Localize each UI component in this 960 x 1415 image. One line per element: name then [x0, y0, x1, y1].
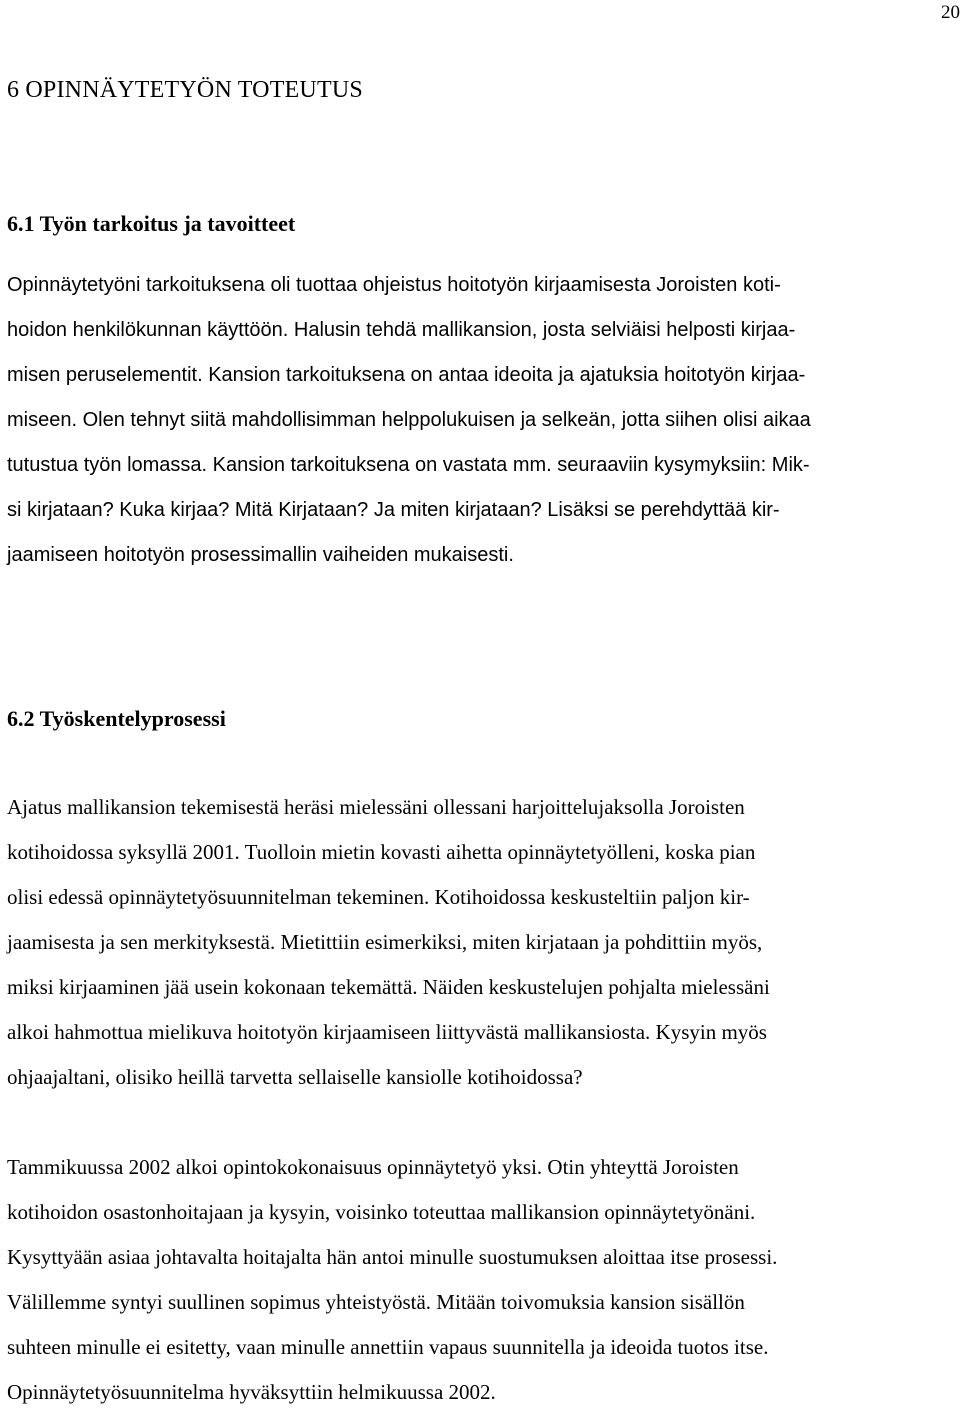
page-number: 20: [941, 2, 960, 23]
section-title-purpose: 6.1 Työn tarkoitus ja tavoitteet: [7, 211, 296, 236]
text-line: miseen. Olen tehnyt siitä mahdollisimman helppolukuisen ja selkeän, jotta siihen olisi aikaa: [7, 409, 811, 431]
text-line: jaamisesta ja sen merkityksestä. Mietittiin esimerkiksi, miten kirjataan ja pohdittiin myös,: [7, 930, 763, 954]
text-line: hoidon henkilökunnan käyttöön. Halusin tehdä mallikansion, josta selviäisi helposti kirjaa-: [7, 319, 796, 341]
text-line: miksi kirjaaminen jää usein kokonaan tekemättä. Näiden keskustelujen pohjalta mielessäni: [7, 975, 770, 999]
text-line: ohjaajaltani, olisiko heillä tarvetta sellaiselle kansiolle kotihoidossa?: [7, 1065, 583, 1089]
text-line: Välillemme syntyi suullinen sopimus yhteistyöstä. Mitään toivomuksia kansion sisällön: [7, 1290, 745, 1314]
text-line: Tammikuussa 2002 alkoi opintokokonaisuus opinnäytetyö yksi. Otin yhteyttä Joroisten: [7, 1155, 739, 1179]
text-line: Opinnäytetyösuunnitelma hyväksyttiin helmikuussa 2002.: [7, 1380, 496, 1404]
section-title-process: 6.2 Työskentelyprosessi: [7, 706, 226, 731]
text-line: si kirjataan? Kuka kirjaa? Mitä Kirjataan? Ja miten kirjataan? Lisäksi se perehdyttää kir-: [7, 499, 780, 521]
text-line: Opinnäytetyöni tarkoituksena oli tuottaa ohjeistus hoitotyön kirjaamisesta Joroisten koti-: [7, 274, 781, 296]
text-line: jaamiseen hoitotyön prosessimallin vaiheiden mukaisesti.: [7, 544, 514, 566]
text-line: Ajatus mallikansion tekemisestä heräsi mielessäni ollessani harjoittelujaksolla Joroisten: [7, 795, 745, 819]
text-line: suhteen minulle ei esitetty, vaan minulle annettiin vapaus suunnitella ja ideoida tuotos itse.: [7, 1335, 769, 1359]
text-line: Kysyttyään asiaa johtavalta hoitajalta hän antoi minulle suostumuksen aloittaa itse prosessi.: [7, 1245, 778, 1269]
paragraph-process-1: [7, 785, 953, 1100]
text-line: kotihoidossa syksyllä 2001. Tuolloin mietin kovasti aihetta opinnäytetyölleni, koska pian: [7, 840, 756, 864]
text-line: misen peruselementit. Kansion tarkoituksena on antaa ideoita ja ajatuksia hoitotyön kirjaa-: [7, 364, 806, 386]
text-line: tutustua työn lomassa. Kansion tarkoituksena on vastata mm. seuraaviin kysymyksiin: Mik-: [7, 454, 810, 476]
paragraph-purpose: [7, 263, 953, 578]
text-line: kotihoidon osastonhoitajaan ja kysyin, voisinko toteuttaa mallikansion opinnäytetyönäni.: [7, 1200, 756, 1224]
text-line: olisi edessä opinnäytetyösuunnitelman tekeminen. Kotihoidossa keskusteltiin paljon kir-: [7, 885, 750, 909]
chapter-title: 6 OPINNÄYTETYÖN TOTEUTUS: [7, 77, 363, 103]
paragraph-process-2: [7, 1145, 953, 1415]
text-line: alkoi hahmottua mielikuva hoitotyön kirjaamiseen liittyvästä mallikansiosta. Kysyin myös: [7, 1020, 767, 1044]
